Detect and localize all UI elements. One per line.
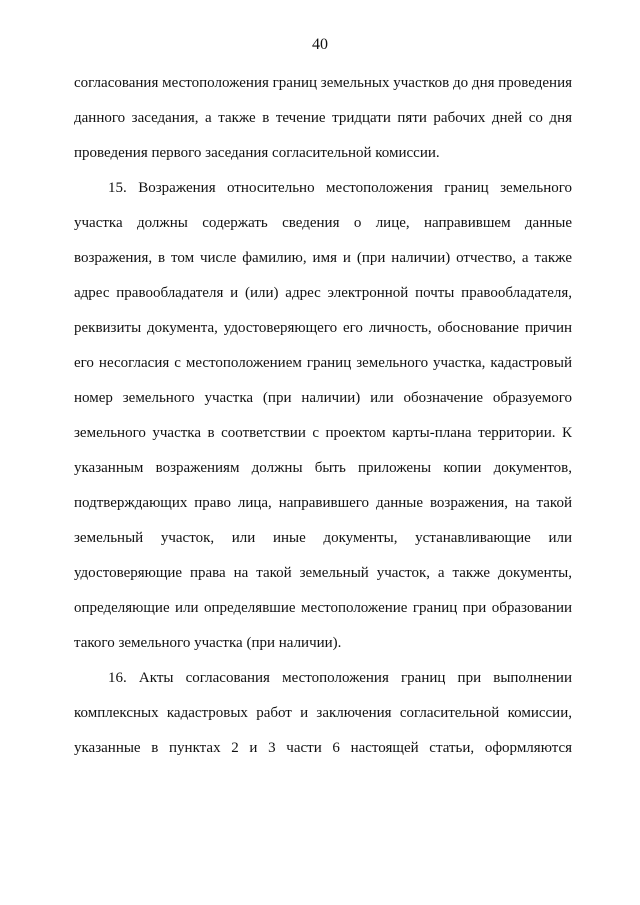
text-line-13: подтверждающих право лица, направившего данные возражения, на такой — [74, 495, 572, 511]
text-line-1: согласования местоположения границ земельных участков до дня проведения — [74, 75, 572, 91]
text-line-10: номер земельного участка (при наличии) или обозначение образуемого — [74, 390, 572, 406]
text-line-9: его несогласия с местоположением границ земельного участка, кадастровый — [74, 355, 572, 371]
paragraph-16-first-line: 16. Акты согласования местоположения границ при выполнении — [108, 670, 572, 686]
paragraph-15-first-line: 15. Возражения относительно местоположения границ земельного — [108, 180, 572, 196]
text-line-12: указанным возражениям должны быть приложены копии документов, — [74, 460, 572, 476]
text-line-15: удостоверяющие права на такой земельный участок, а также документы, — [74, 565, 572, 581]
page-number: 40 — [312, 36, 328, 53]
text-line-20: указанные в пунктах 2 и 3 части 6 настоящей статьи, оформляются — [74, 740, 572, 756]
text-line-19: комплексных кадастровых работ и заключения согласительной комиссии, — [74, 705, 572, 721]
text-line-11: земельного участка в соответствии с проектом карты-плана территории. К — [74, 425, 572, 441]
text-line-14: земельный участок, или иные документы, устанавливающие или — [74, 530, 572, 546]
text-line-17: такого земельного участка (при наличии). — [74, 635, 342, 651]
text-line-16: определяющие или определявшие местоположение границ при образовании — [74, 600, 572, 616]
text-line-2: данного заседания, а также в течение тридцати пяти рабочих дней со дня — [74, 110, 572, 126]
text-line-6: возражения, в том числе фамилию, имя и (при наличии) отчество, а также — [74, 250, 572, 266]
text-line-5: участка должны содержать сведения о лице, направившем данные — [74, 215, 572, 231]
text-line-8: реквизиты документа, удостоверяющего его личность, обоснование причин — [74, 320, 572, 336]
text-line-3: проведения первого заседания согласительной комиссии. — [74, 145, 440, 161]
text-line-7: адрес правообладателя и (или) адрес электронной почты правообладателя, — [74, 285, 572, 301]
